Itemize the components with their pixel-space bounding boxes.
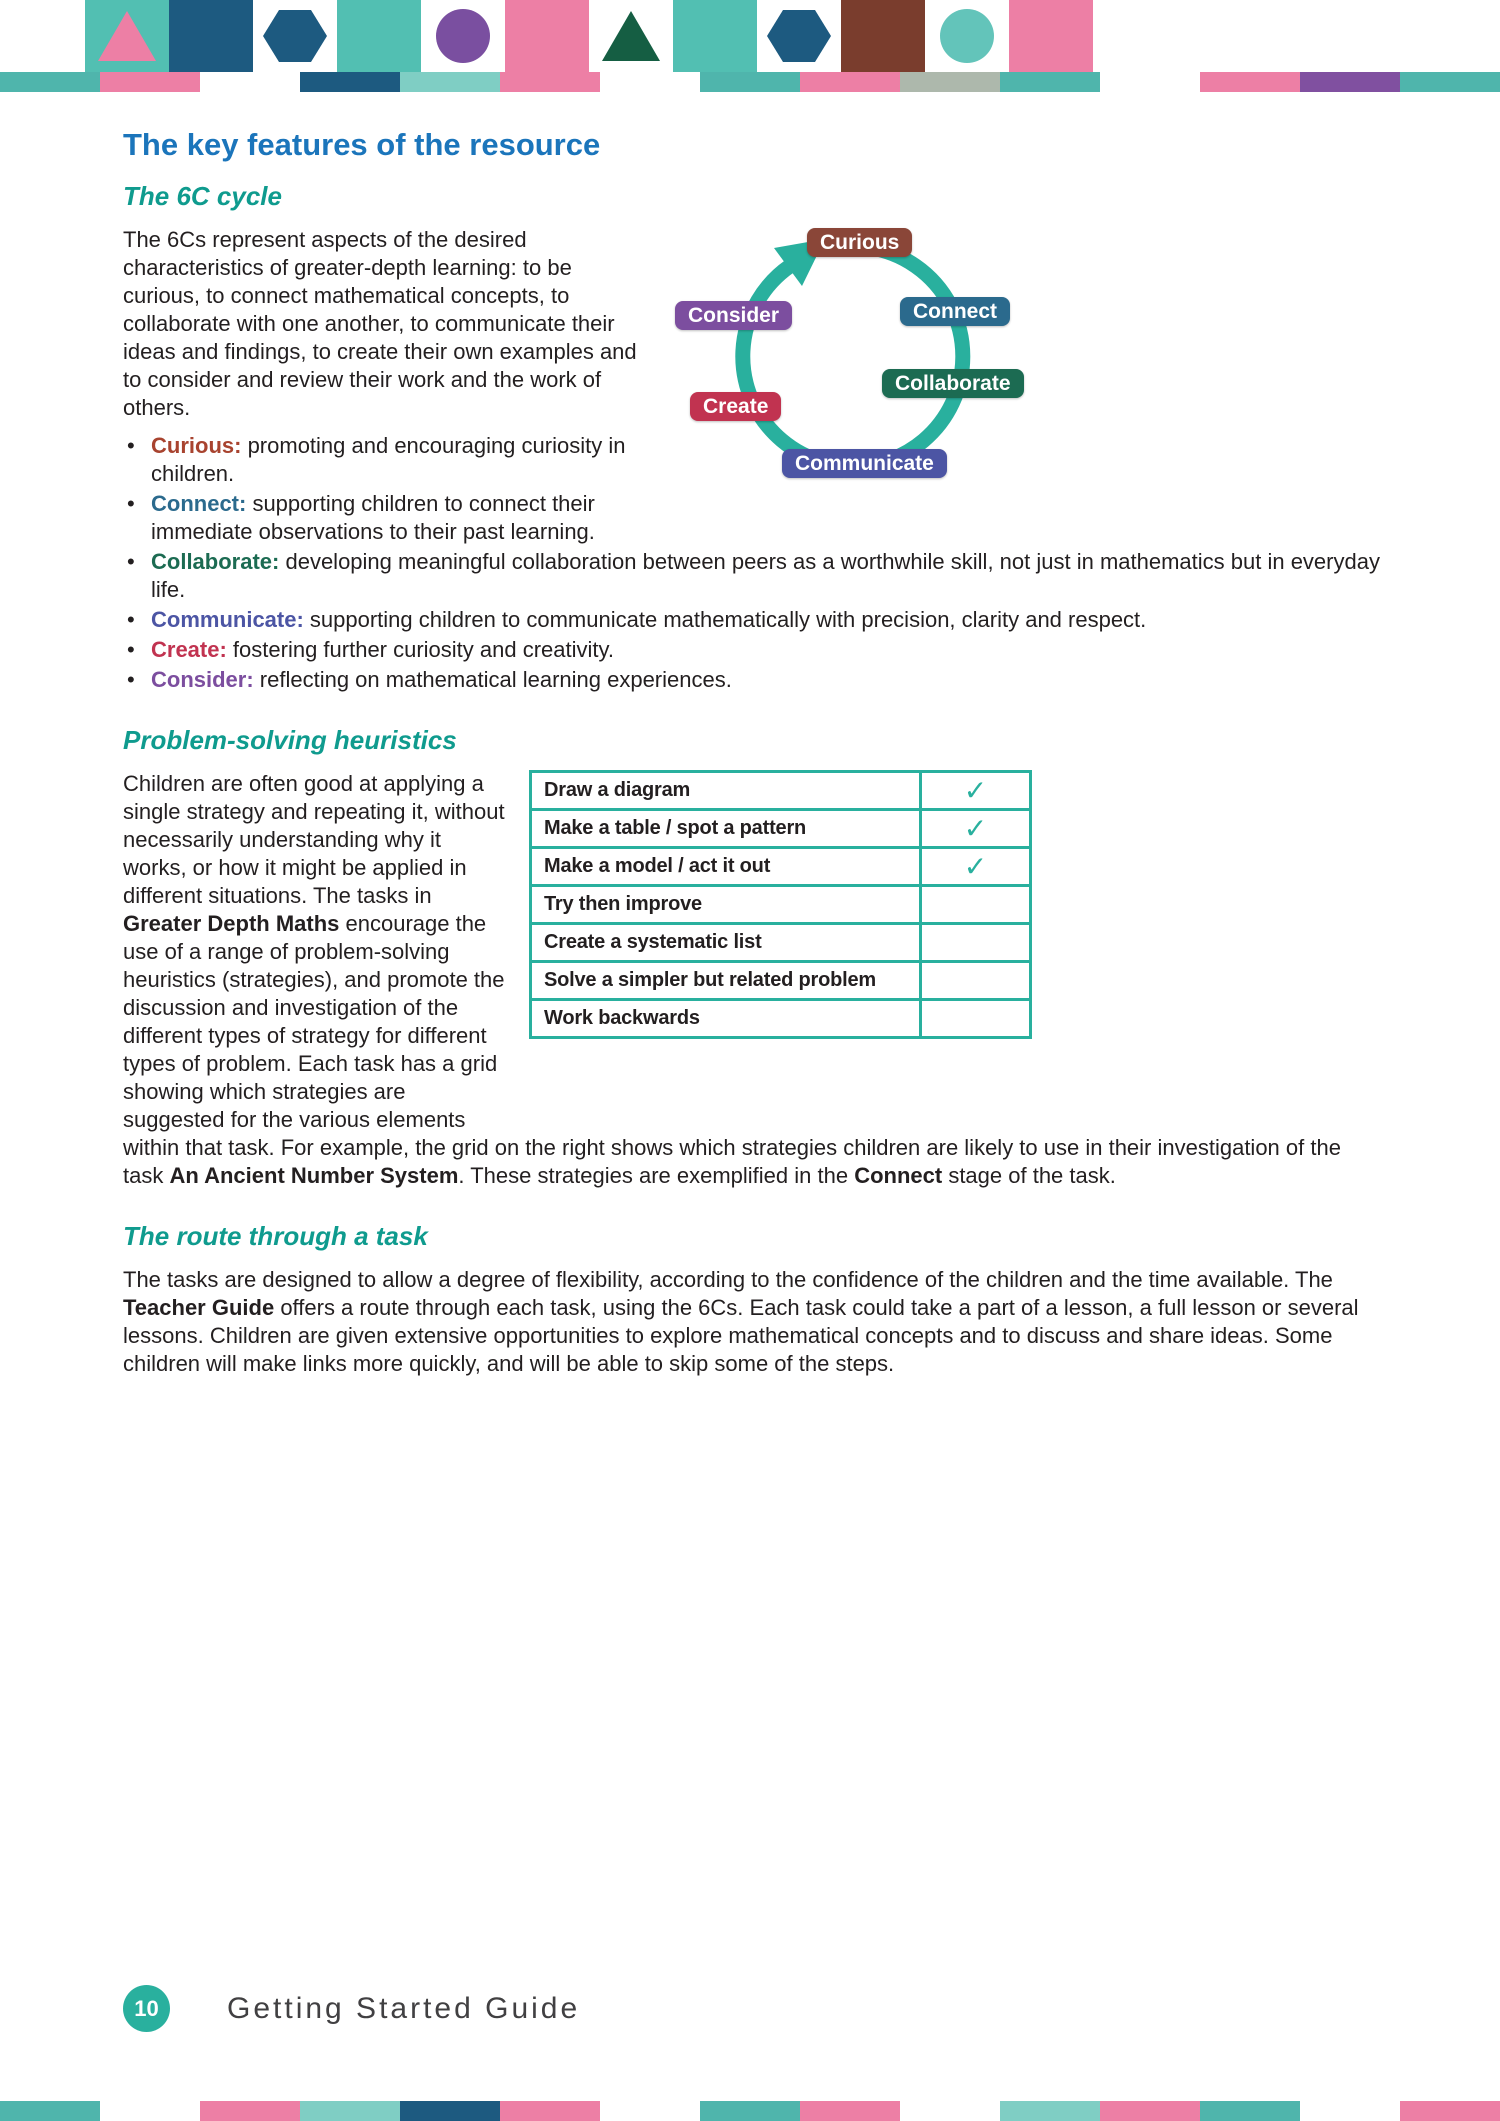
heuristics-table-row [532,925,1029,963]
bullet-label: Curious: [151,433,242,458]
heuristics-table [529,770,1032,1039]
top-banner-tiles [85,0,1093,72]
section-heading-6c-cycle: The 6C cycle [123,181,282,211]
route-paragraph [123,1266,1380,1378]
banner-stripe [800,72,900,92]
heuristic-label: Try then improve [544,893,702,915]
text-segment: Teacher Guide [123,1295,275,1320]
banner-stripe [700,72,800,92]
triangle-icon [602,11,660,61]
banner-stripe [500,2101,600,2121]
heuristic-label: Make a table / spot a pattern [544,817,807,839]
banner-stripe [1300,72,1400,92]
cycle-label-connect: Connect [900,297,1010,326]
bullet-item [123,432,1380,488]
heuristic-label: Create a systematic list [544,931,762,953]
banner-stripe [300,72,400,92]
bullet-text: reflecting on mathematical learning experiences. [253,667,732,692]
check-cell-empty [919,963,1029,998]
text-segment: offers a route through each task, using the 6Cs. Each task could take a part of a lesson, a full lesson or several lessons. Children are given extensive opportunities to explore mathematical concepts and to discuss and share ideas. Some children will make links more quickly, and will be able to skip some of the steps. [123,1295,1359,1376]
heuristic-label: Solve a simpler but related problem [544,969,876,991]
check-cell-empty [919,925,1029,960]
banner-stripe [500,72,600,92]
banner-tile [841,0,925,72]
bullet-text: fostering further curiosity and creativity. [226,637,615,662]
banner-stripe [1100,72,1200,92]
banner-stripe [1200,72,1300,92]
check-cell-empty [919,887,1029,922]
text-segment: stage of the task. [942,1163,1116,1188]
banner-stripe [300,2101,400,2121]
banner-stripe [1300,2101,1400,2121]
circle-icon [436,9,490,63]
hexagon-icon [263,10,327,62]
heuristics-table-row [532,1001,1029,1036]
banner-tile [1009,0,1093,72]
heuristic-label: Work backwards [544,1007,700,1029]
six-c-bullet-list [123,432,1380,694]
text-segment: Connect [854,1163,943,1188]
bullet-marker: • [127,637,135,662]
banner-tile [169,0,253,72]
banner-tile [421,0,505,72]
banner-stripe [900,2101,1000,2121]
banner-stripe [800,2101,900,2121]
bullet-item [123,490,1380,546]
text-segment: Greater Depth Maths [123,911,340,936]
cycle-section [123,226,1380,694]
text-segment: encourage the use of a range of problem-solving heuristics (strategies), and promote the discussion and investigation of the different types of strategy for different types of problem. Each task has a grid showing which strategies are suggested for the various elements within that task. For example, the grid on the right shows which strategies children are likely to use in their investigation of the task [123,911,1341,1188]
text-segment: The tasks are designed to allow a degree of flexibility, according to the confidence of the children and the time available. The [123,1267,1333,1292]
bullet-text: developing meaningful collaboration between peers as a worthwhile skill, not just in mathematics but in everyday life. [151,549,1380,602]
page-title: The key features of the resource [123,127,601,162]
bottom-banner-stripes [0,2101,1500,2121]
banner-stripe [400,72,500,92]
banner-stripe [100,72,200,92]
hexagon-icon [767,10,831,62]
top-banner-stripes [0,72,1500,92]
bullet-label: Communicate: [151,607,304,632]
check-cell-empty [919,1001,1029,1036]
banner-stripe [1400,2101,1500,2121]
cycle-label-collaborate: Collaborate [882,369,1024,398]
check-icon: ✓ [919,811,1029,846]
bullet-marker: • [127,491,135,516]
heuristics-table-row [532,849,1029,887]
page-content [123,126,1380,1388]
text-segment: . These strategies are exemplified in the [458,1163,855,1188]
banner-stripe [700,2101,800,2121]
banner-stripe [100,2101,200,2121]
heuristics-table-row [532,773,1029,811]
bullet-item [123,636,1380,664]
bullet-item [123,666,1380,694]
check-icon: ✓ [919,849,1029,884]
banner-stripe [1000,72,1100,92]
page-number: 10 [134,1995,159,2021]
bullet-label: Collaborate: [151,549,280,574]
banner-stripe [0,2101,100,2121]
banner-stripe [600,72,700,92]
banner-stripe [200,2101,300,2121]
banner-tile [85,0,169,72]
footer [123,1985,580,2032]
banner-stripe [400,2101,500,2121]
bullet-label: Consider: [151,667,254,692]
bullet-label: Create: [151,637,227,662]
section-heading-heuristics: Problem-solving heuristics [123,725,457,755]
cycle-label-consider: Consider [675,301,792,330]
bullet-marker: • [127,667,135,692]
cycle-intro-paragraph: The 6Cs represent aspects of the desired characteristics of greater-depth learning: to be curious, to connect mathematical concepts, to collaborate with one another, to communicate their ideas and findings, to create their own examples and to consider and review their work and the work of others. [123,227,637,420]
heuristics-table-row [532,963,1029,1001]
bullet-label: Connect: [151,491,247,516]
heuristics-section [123,770,1380,1190]
footer-title: Getting Started Guide [227,1991,581,2025]
bullet-marker: • [127,433,135,458]
triangle-icon [98,11,156,61]
heuristics-table-row [532,811,1029,849]
heuristics-table-row [532,887,1029,925]
bullet-marker: • [127,549,135,574]
page-number-badge [123,1985,170,2032]
heuristic-label: Make a model / act it out [544,855,771,877]
cycle-label-communicate: Communicate [782,449,947,478]
banner-stripe [1100,2101,1200,2121]
text-segment: Children are often good at applying a single strategy and repeating it, without necessarily understanding why it works, or how it might be applied in different situations. The tasks in [123,771,505,908]
banner-stripe [1400,72,1500,92]
banner-tile [337,0,421,72]
banner-stripe [1000,2101,1100,2121]
cycle-label-curious: Curious [807,228,912,257]
bullet-text: supporting children to communicate mathematically with precision, clarity and respect. [303,607,1147,632]
bullet-item [123,606,1380,634]
banner-stripe [600,2101,700,2121]
banner-tile [253,0,337,72]
banner-tile [589,0,673,72]
text-segment: An Ancient Number System [169,1163,459,1188]
section-heading-route: The route through a task [123,1221,428,1251]
banner-tile [925,0,1009,72]
bullet-text: supporting children to connect their immediate observations to their past learning. [151,491,595,544]
banner-stripe [1200,2101,1300,2121]
banner-stripe [0,72,100,92]
bullet-text: promoting and encouraging curiosity in children. [151,433,626,486]
cycle-label-create: Create [690,392,781,421]
heuristic-label: Draw a diagram [544,779,691,801]
banner-tile [505,0,589,72]
bullet-item [123,548,1380,604]
banner-tile [673,0,757,72]
banner-stripe [900,72,1000,92]
banner-stripe [200,72,300,92]
banner-tile [757,0,841,72]
circle-icon [940,9,994,63]
bullet-marker: • [127,607,135,632]
check-icon: ✓ [919,773,1029,808]
